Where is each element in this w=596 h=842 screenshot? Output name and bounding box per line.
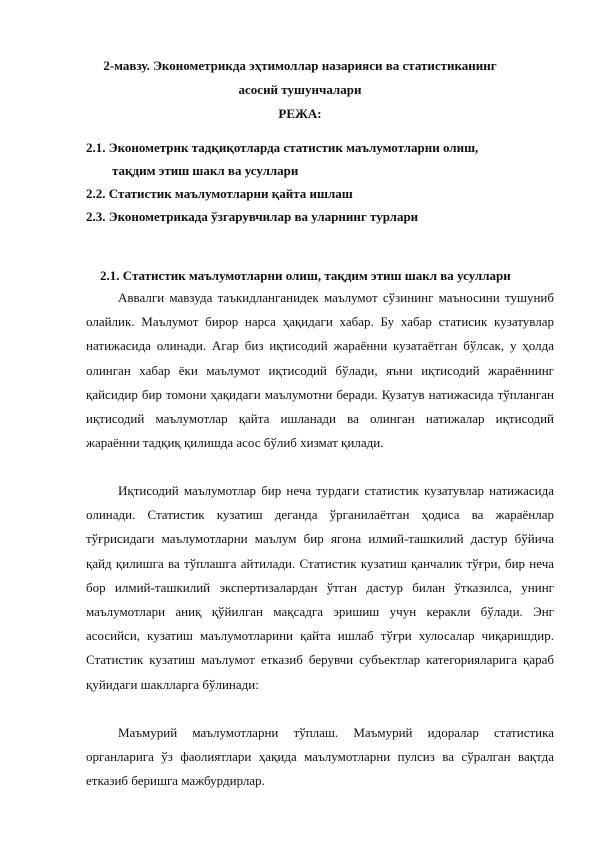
topic-title-line-2: асосий тушунчалари [238, 82, 362, 97]
plan-item-3: 2.3. Эконометрикада ўзгарувчилар ва уларнинг турлари [86, 209, 419, 224]
plan-label: РЕЖА: [278, 106, 322, 121]
topic-title-line-1: 2-мавзу. Эконометрикда эҳтимоллар назарияси ва статистиканинг [103, 58, 497, 73]
plan-item-1-continuation: тақдим этиш шакл ва усуллари [112, 163, 299, 178]
paragraph-1: Аввалги мавзуда таъкидланганидек маълумот сўзининг маъносини тушуниб олайлик. Маълумот бирор нарса ҳақидаги хабар. Бу хабар статисик кузатувлар натижасида олинади. Агар биз иқтисодий жараённи кузатаётган бўлсак, у ҳолда олинган хабар ёки маълумот иқтисодий бўлади, яъни иқтисодий жараённинг қайсидир бир томони ҳақидаги маълумотни беради. Кузатув натижасида тўпланган иқтисодий маълумотлар қайта ишланади ва олинган натижалар иқтисодий жараённи тадқиқ қилишда асос бўлиб хизмат қилади. [86, 290, 554, 451]
plan-item-1: 2.1. Эконометрик тадқиқотларда статистик маълумотларни олиш, [86, 140, 479, 155]
paragraph-2: Иқтисодий маълумотлар бир неча турдаги статистик кузатувлар натижасида олинади. Статистик кузатиш деганда ўрганилаётган ҳодиса ва жараёнлар тўғрисидаги маълумотларни маълум бир ягона илмий-ташкилий дастур бўйича қайд қилишга ва тўплашга айтилади. Статистик кузатиш қанчалик тўғри, бир неча бор илмий-ташкилий экспертизалардан ўтган дастур билан ўтказилса, унинг маълумотлари аниқ қўйилган мақсадга эришиш учун керакли бўлади. Энг асосийси, кузатиш маълумотларини қайта ишлаб тўғри хулосалар чиқаришдир. Статистик кузатиш маълумот етказиб берувчи субъектлар категорияларига қараб қуйидаги шаклларга бўлинади: [86, 483, 554, 692]
plan-item-2: 2.2. Статистик маълумотларни қайта ишлаш [86, 186, 353, 201]
paragraph-3: Маъмурий маълумотларни тўплаш. Маъмурий идоралар статистика органларига ўз фаолиятлари ҳақида маълумотларни пулсиз ва сўралган вақтда етказиб беришга мажбурдирлар. [86, 725, 554, 789]
section-heading: 2.1. Статистик маълумотларни олиш, тақдим этиш шакл ва усуллари [100, 268, 511, 283]
